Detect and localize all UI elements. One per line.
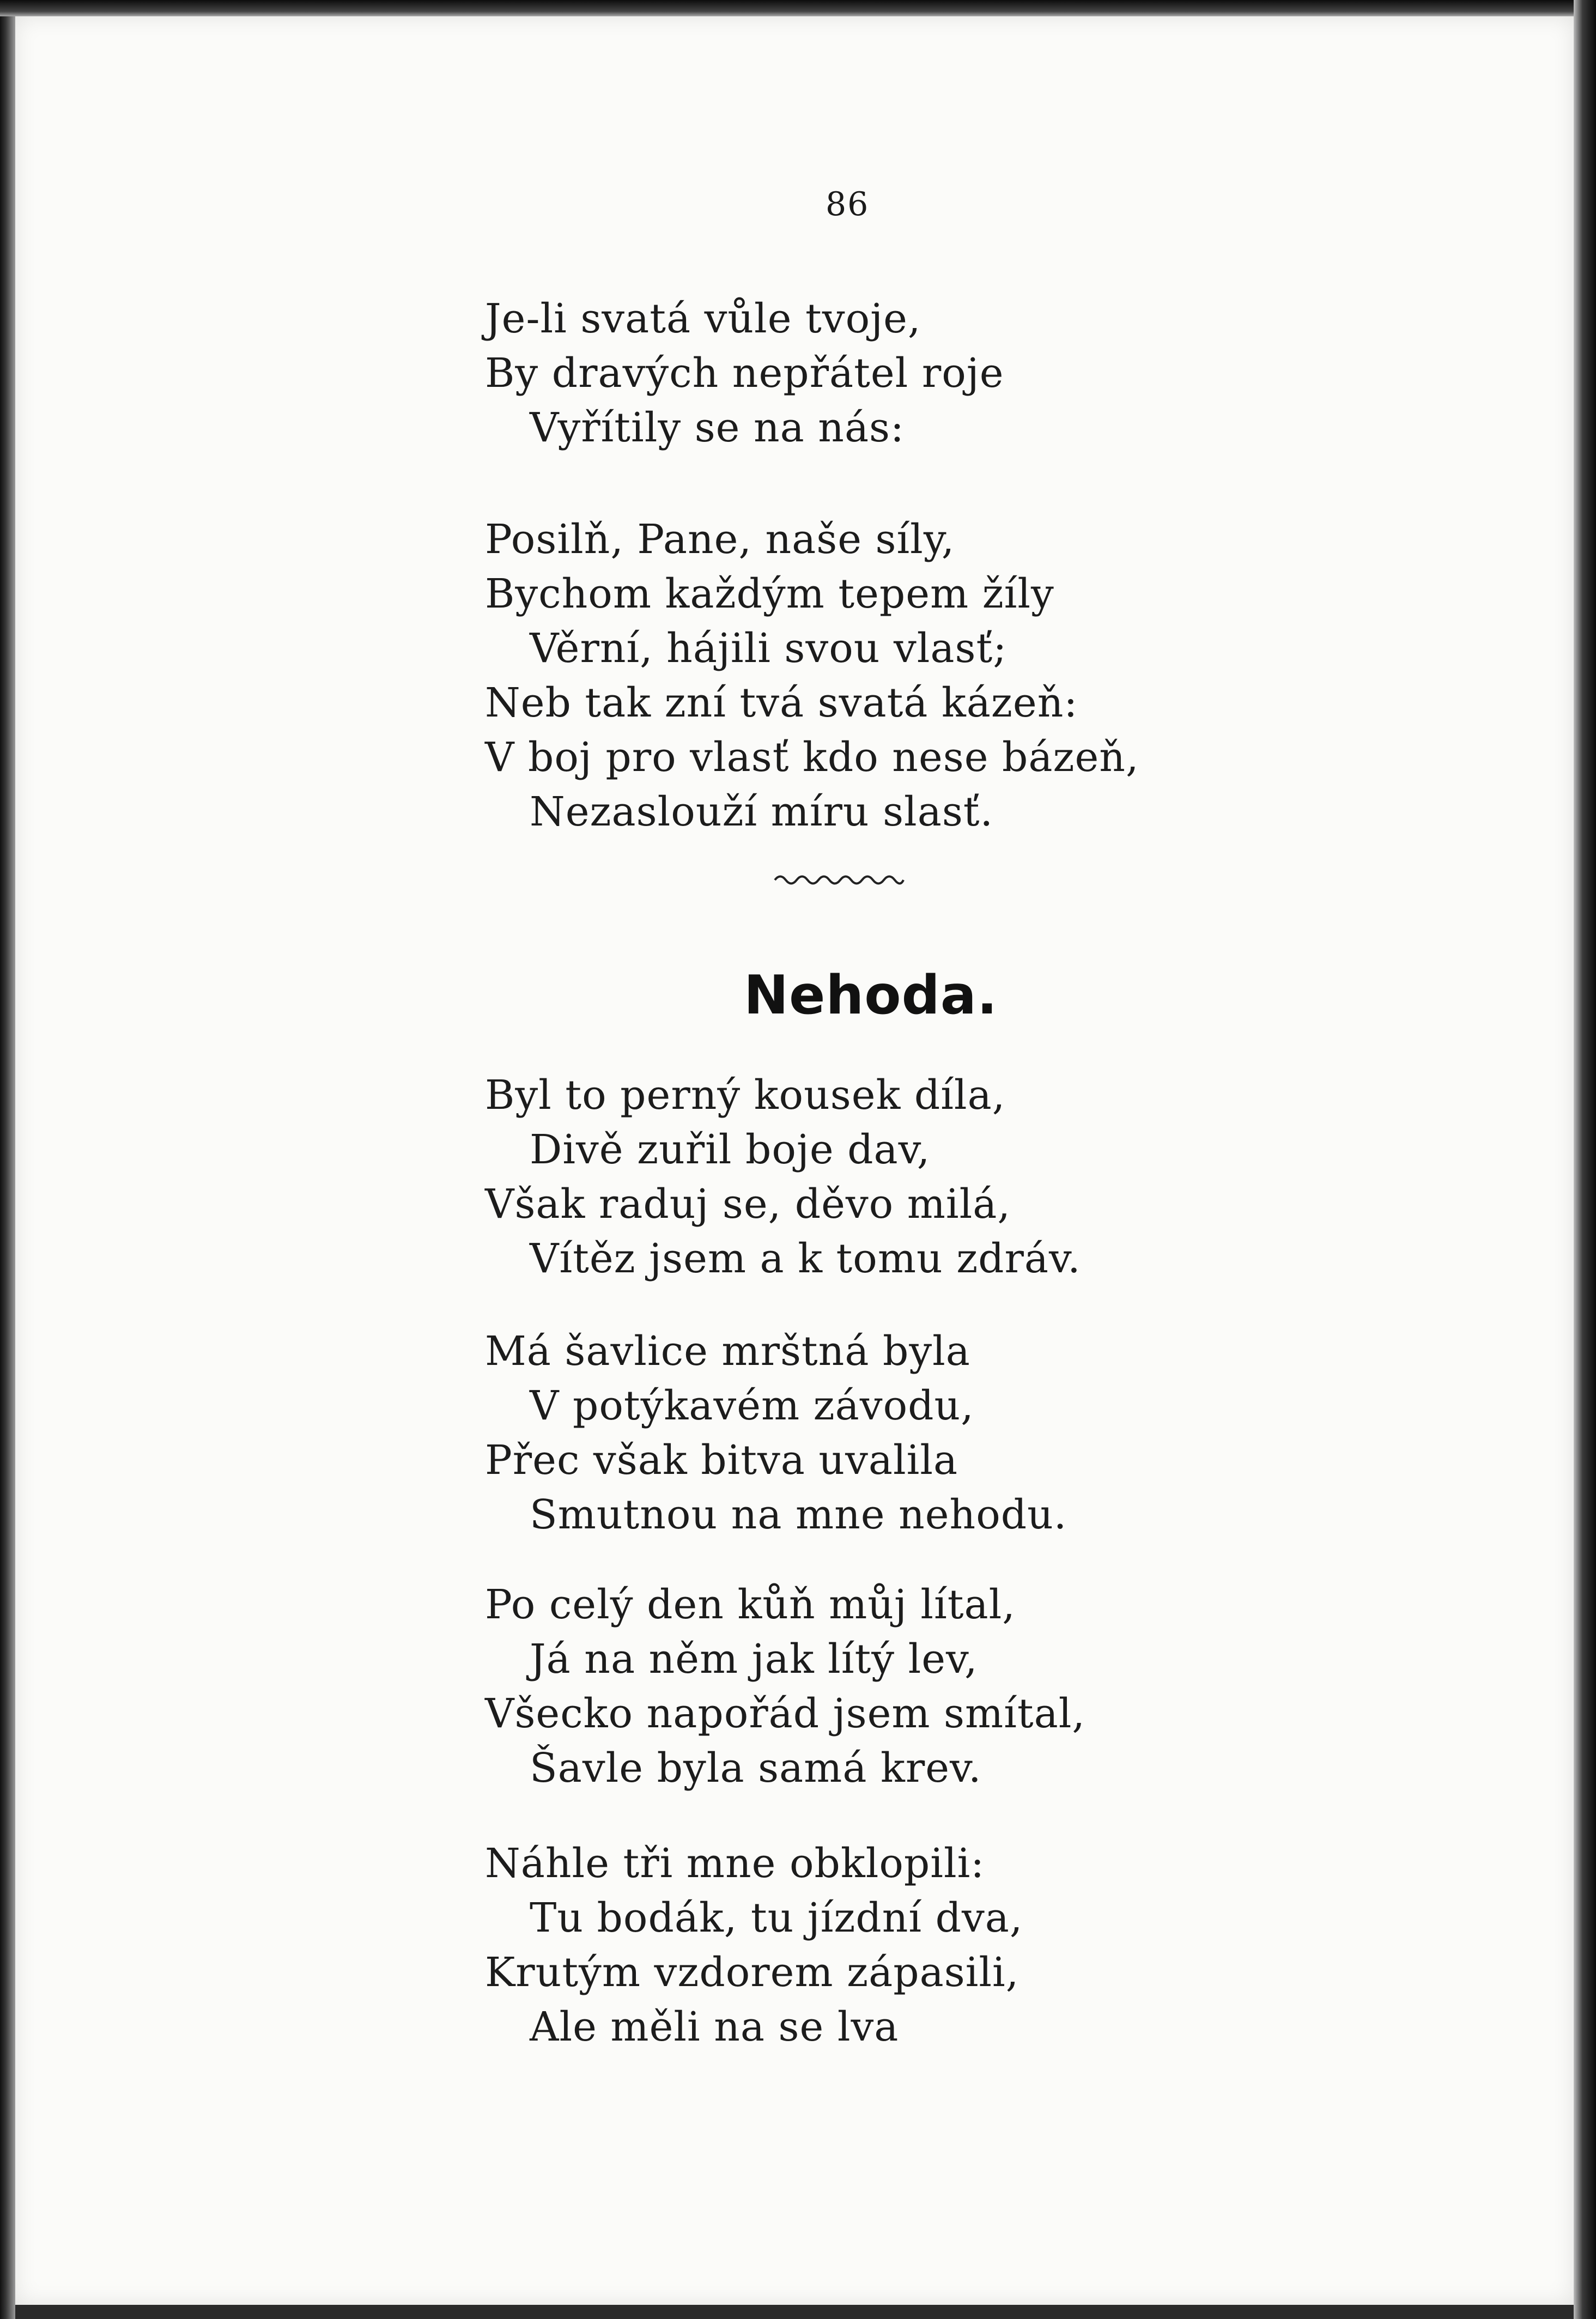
verse-line: By dravých nepřátel roje	[485, 350, 1004, 397]
verse-line: Nezaslouží míru slasť.	[530, 788, 994, 835]
wavy-divider	[774, 872, 905, 888]
poem-stanza-4	[485, 1836, 1193, 2054]
verse-line: Přec však bitva uvalila	[485, 1437, 958, 1484]
poem-stanza-2	[485, 1324, 1193, 1542]
verse-line: Však raduj se, děvo milá,	[485, 1181, 1011, 1228]
poem-title: Nehoda.	[744, 964, 998, 1027]
scan-right-edge	[1574, 0, 1596, 2319]
verse-line: Bychom každým tepem žíly	[485, 570, 1054, 617]
poem-stanza-3	[485, 1577, 1193, 1795]
verse-line: V boj pro vlasť kdo nese bázeň,	[485, 734, 1139, 781]
verse-line: Náhle tři mne obklopili:	[485, 1840, 985, 1887]
verse-line: Má šavlice mrštná byla	[485, 1328, 970, 1375]
stanza-top	[485, 292, 1193, 455]
poem-stanza-1	[485, 1068, 1193, 1286]
verse-line: Byl to perný kousek díla,	[485, 1072, 1006, 1119]
verse-line: Vyřítily se na nás:	[530, 404, 905, 451]
verse-line: Je-li svatá vůle tvoje,	[485, 295, 921, 342]
verse-line: Vítěz jsem a k tomu zdráv.	[530, 1235, 1081, 1282]
verse-line: Divě zuřil boje dav,	[530, 1126, 931, 1173]
scan-top-edge	[0, 0, 1596, 16]
verse-line: Smutnou na mne nehodu.	[530, 1491, 1067, 1538]
verse-line: Krutým vzdorem zápasili,	[485, 1949, 1020, 1996]
stanza-second	[485, 512, 1193, 839]
verse-line: Neb tak zní tvá svatá kázeň:	[485, 679, 1078, 726]
verse-line: Posilň, Pane, naše síly,	[485, 516, 955, 563]
page-number: 86	[826, 185, 870, 223]
verse-line: Po celý den kůň můj lítal,	[485, 1581, 1016, 1628]
verse-line: Věrní, hájili svou vlasť;	[530, 625, 1008, 672]
verse-line: Já na něm jak lítý lev,	[530, 1636, 978, 1683]
verse-line: Všecko napořád jsem smítal,	[485, 1690, 1085, 1737]
verse-line: Ale měli na se lva	[530, 2004, 899, 2050]
scan-left-edge	[0, 0, 15, 2319]
verse-line: Tu bodák, tu jízdní dva,	[530, 1895, 1023, 1941]
verse-line: Šavle byla samá krev.	[530, 1745, 982, 1792]
verse-line: V potýkavém závodu,	[530, 1382, 974, 1429]
